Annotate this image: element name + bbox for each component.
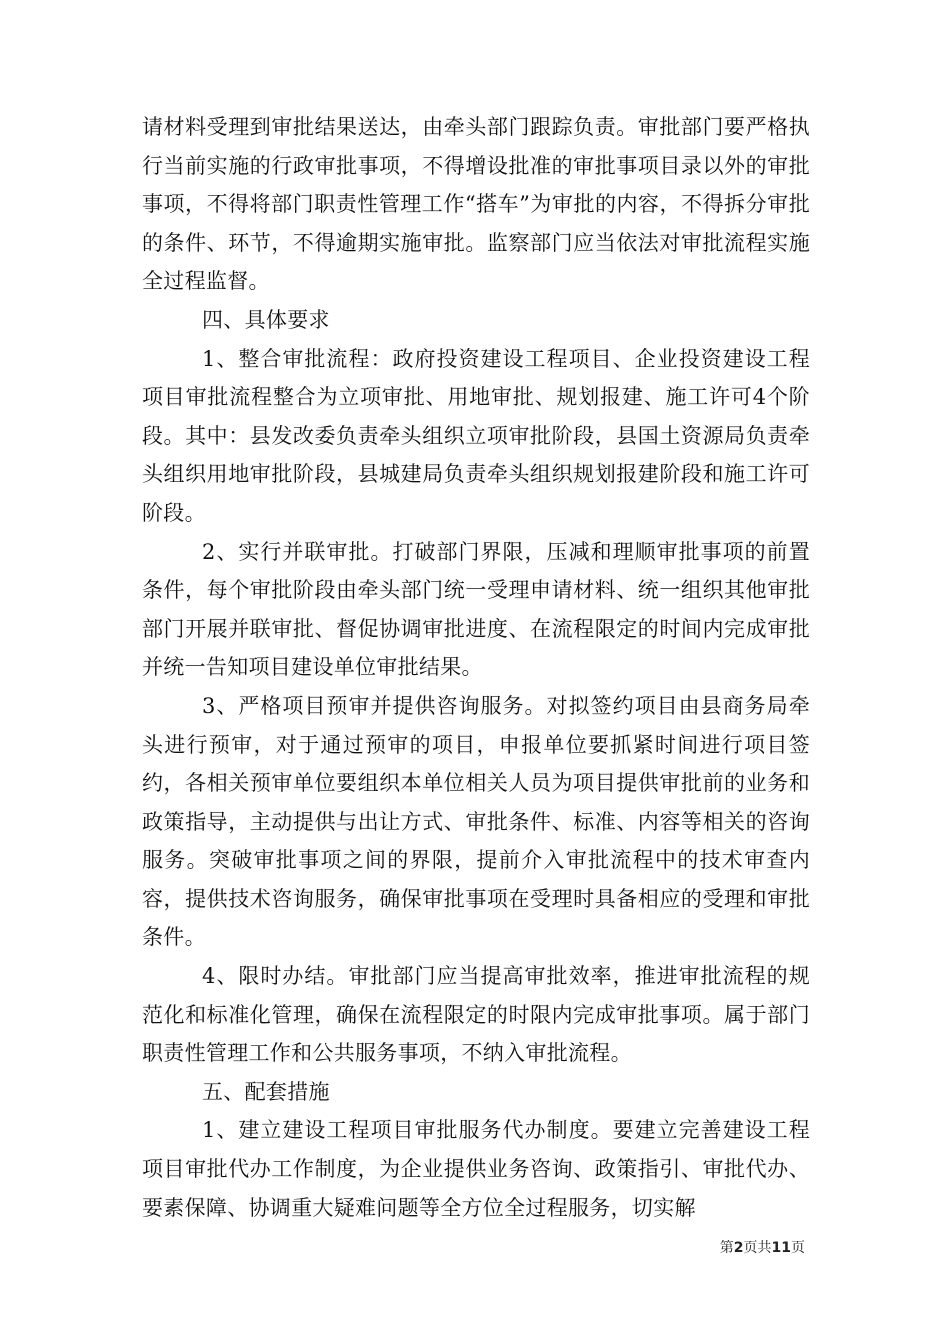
page-footer — [720, 1237, 805, 1257]
document-body — [142, 108, 810, 1227]
footer-total-pages: 11 — [771, 1240, 791, 1256]
paragraph-item-4: 4、限时办结。审批部门应当提高审批效率，推进审批流程的规范化和标准化管理，确保在流程限定的时限内完成审批事项。属于部门职责性管理工作和公共服务事项，不纳入审批流程。 — [142, 964, 810, 1066]
footer-prefix: 第 — [719, 1240, 734, 1256]
footer-suffix: 页 — [791, 1240, 805, 1256]
paragraph-item-3: 3、严格项目预审并提供咨询服务。对拟签约项目由县商务局牵头进行预审，对于通过预审的项目，申报单位要抓紧时间进行项目签约，各相关预审单位要组织本单位相关人员为项目提供审批前的业务和政策指导，主动提供与出让方式、审批条件、标准、内容等相关的咨询服务。突破审批事项之间的界限，提前介入审批流程中的技术审查内容，提供技术咨询服务，确保审批事项在受理时具备相应的受理和审批条件。 — [142, 693, 810, 950]
paragraph-continuation: 请材料受理到审批结果送达，由牵头部门跟踪负责。审批部门要严格执行当前实施的行政审批事项，不得增设批准的审批事项目录以外的审批事项，不得将部门职责性管理工作“搭车”为审批的内容，不得拆分审批的条件、环节，不得逾期实施审批。监察部门应当依法对审批流程实施全过程监督。 — [142, 115, 810, 294]
section-heading-requirements: 四、具体要求 — [202, 307, 330, 332]
footer-middle: 页共 — [743, 1240, 772, 1256]
section-heading-measures: 五、配套措施 — [202, 1079, 330, 1104]
paragraph-item-1: 1、整合审批流程：政府投资建设工程项目、企业投资建设工程项目审批流程整合为立项审批、用地审批、规划报建、施工许可4个阶段。其中：县发改委负责牵头组织立项审批阶段，县国土资源局负责牵头组织用地审批阶段，县城建局负责牵头组织规划报建阶段和施工许可阶段。 — [142, 346, 810, 525]
footer-current-page: 2 — [733, 1240, 744, 1256]
paragraph-item-2: 2、实行并联审批。打破部门界限，压减和理顺审批事项的前置条件，每个审批阶段由牵头部门统一受理申请材料、统一组织其他审批部门开展并联审批、督促协调审批进度、在流程限定的时间内完成审批并统一告知项目建设单位审批结果。 — [142, 539, 810, 680]
paragraph-measure-1: 1、建立建设工程项目审批服务代办制度。要建立完善建设工程项目审批代办工作制度，为企业提供业务咨询、政策指引、审批代办、要素保障、协调重大疑难问题等全方位全过程服务，切实解 — [142, 1118, 810, 1220]
